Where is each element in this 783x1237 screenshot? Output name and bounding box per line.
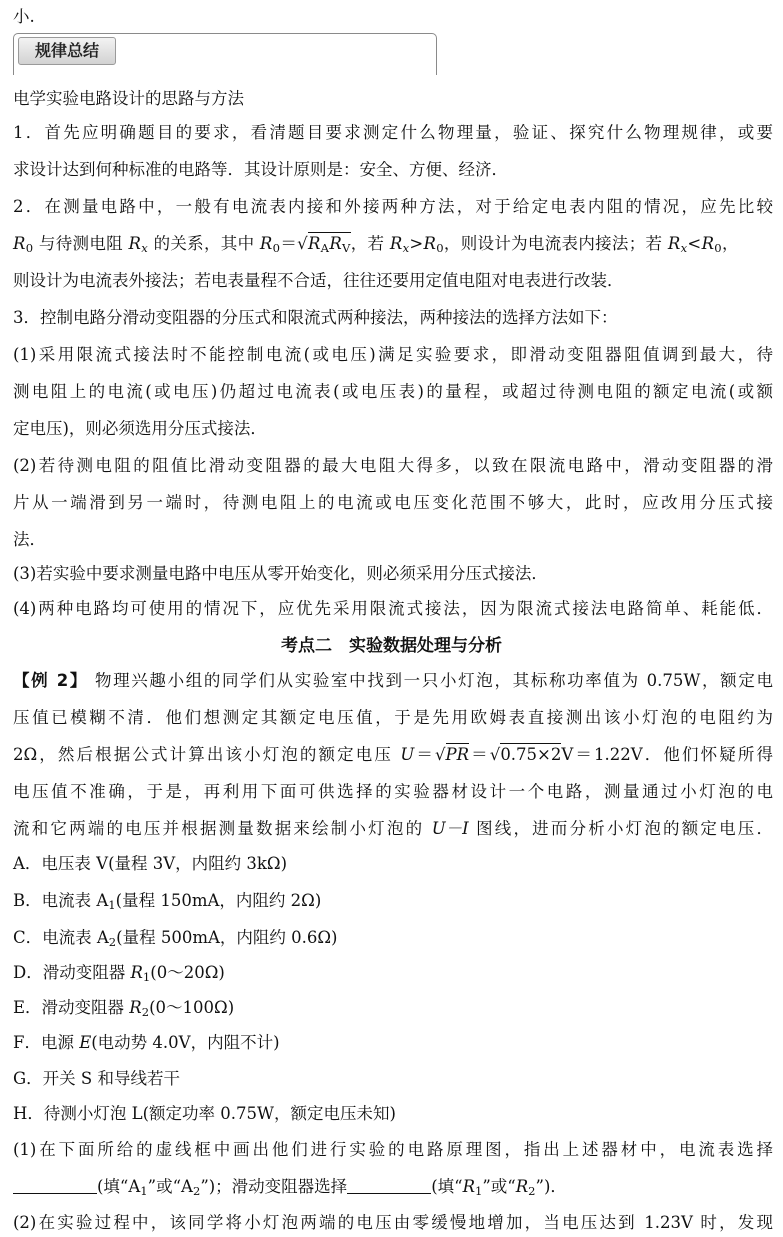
- summary-q1-line2: 测电阻上的电流(或电压)仍超过电流表(或电压表)的量程，或超过待测电阻的额定电流(或额: [13, 382, 773, 401]
- example-line4: 电压值不准确，于是，再利用下面可供选择的实验器材设计一个电路，测量通过小灯泡的电: [13, 782, 773, 801]
- summary-box: [13, 33, 437, 75]
- summary-title: 电学实验电路设计的思路与方法: [13, 89, 244, 108]
- summary-q3: (3)若实验中要求测量电路中电压从零开始变化，则必须采用分压式接法．: [13, 564, 548, 583]
- summary-p2-line2: $R_0$ 与待测电阻 $R_x$ 的关系，其中 $R_0=√R_AR_V$，若 $R_x>R_0$，则设计为电流表内接法；若 $R_x<R_0$，: [13, 234, 739, 255]
- summary-q2-line3: 法．: [13, 530, 46, 549]
- example-line1: 【例 2】 物理兴趣小组的同学们从实验室中找到一只小灯泡，其标称功率值为 0.75W，额定电: [13, 671, 773, 690]
- section-heading: 考点二 实验数据处理与分析: [281, 636, 502, 656]
- sqrt-pr: PR: [445, 745, 470, 764]
- top-fragment: 小.: [13, 7, 35, 26]
- option-g: G．开关 S 和导线若干: [13, 1069, 180, 1088]
- answer-blank-ammeter[interactable]: [13, 1179, 97, 1194]
- sqrt-calc: 0.75×2: [500, 745, 562, 764]
- summary-q1-line3: 定电压)，则必须选用分压式接法．: [13, 419, 267, 438]
- summary-p2-line3: 则设计为电流表外接法；若电表量程不合适，往往还要用定值电阻对电表进行改装．: [13, 271, 624, 290]
- option-b: B．电流表 $A_1$(量程 150mA，内阻约 2Ω): [13, 891, 322, 912]
- example-line3: 2Ω，然后根据公式计算出该小灯泡的额定电压 U＝√PR＝√0.75×2V＝1.22V．他们怀疑所得: [13, 745, 773, 764]
- option-a: A．电压表 V(量程 3V，内阻约 3kΩ): [13, 854, 288, 873]
- option-e: E．滑动变阻器 $R_2(0\sim 100\Omega)$: [13, 998, 235, 1019]
- summary-p1-line2: 求设计达到何种标准的电路等．其设计原则是：安全、方便、经济．: [13, 160, 508, 179]
- summary-tab: 规律总结: [18, 37, 116, 65]
- question1-line2: (填“$A_1$”或“$A_2$”)；滑动变阻器选择 (填“$R_1$”或“$R_2$”)．: [13, 1176, 773, 1202]
- summary-p1-line1: 1．首先应明确题目的要求，看清题目要求测定什么物理量，验证、探究什么物理规律，或要: [13, 123, 773, 142]
- example-line5: 流和它两端的电压并根据测量数据来绘制小灯泡的 U－I 图线，进而分析小灯泡的额定电压．: [13, 819, 774, 838]
- answer-blank-rheostat[interactable]: [347, 1179, 431, 1194]
- option-h: H．待测小灯泡 L(额定功率 0.75W，额定电压未知): [13, 1104, 396, 1123]
- summary-q1-line1: (1)采用限流式接法时不能控制电流(或电压)满足实验要求，即滑动变阻器阻值调到最大，待: [13, 345, 773, 364]
- summary-p3: 3．控制电路分滑动变阻器的分压式和限流式两种接法，两种接法的选择方法如下：: [13, 308, 618, 327]
- summary-p2-line1: 2．在测量电路中，一般有电流表内接和外接两种方法，对于给定电表内阻的情况，应先比较: [13, 197, 773, 216]
- summary-q4: (4)两种电路均可使用的情况下，应优先采用限流式接法，因为限流式接法电路简单、耗能低．: [13, 599, 773, 618]
- example-line2: 压值已模糊不清．他们想测定其额定电压值，于是先用欧姆表直接测出该小灯泡的电阻约为: [13, 708, 773, 727]
- summary-q2-line1: (2)若待测电阻的阻值比滑动变阻器的最大电阻大得多，以致在限流电路中，滑动变阻器的滑: [13, 456, 773, 475]
- sqrt-ra-rv: $R_AR_V$: [307, 234, 351, 255]
- summary-q2-line2: 片从一端滑到另一端时，待测电阻上的电流或电压变化范围不够大，此时，应改用分压式接: [13, 493, 773, 512]
- question2-line1: (2)在实验过程中，该同学将小灯泡两端的电压由零缓慢地增加，当电压达到 1.23V 时，发现: [13, 1213, 773, 1232]
- option-f: F．电源 E(电动势 4.0V，内阻不计): [13, 1033, 280, 1052]
- question1-line1: (1)在下面所给的虚线框中画出他们进行实验的电路原理图，指出上述器材中，电流表选择: [13, 1140, 773, 1159]
- example-label: 【例 2】: [13, 671, 89, 690]
- option-c: C．电流表 $A_2$(量程 500mA，内阻约 0.6Ω): [13, 928, 338, 949]
- option-d: D．滑动变阻器 $R_1(0\sim 20\Omega)$: [13, 963, 225, 984]
